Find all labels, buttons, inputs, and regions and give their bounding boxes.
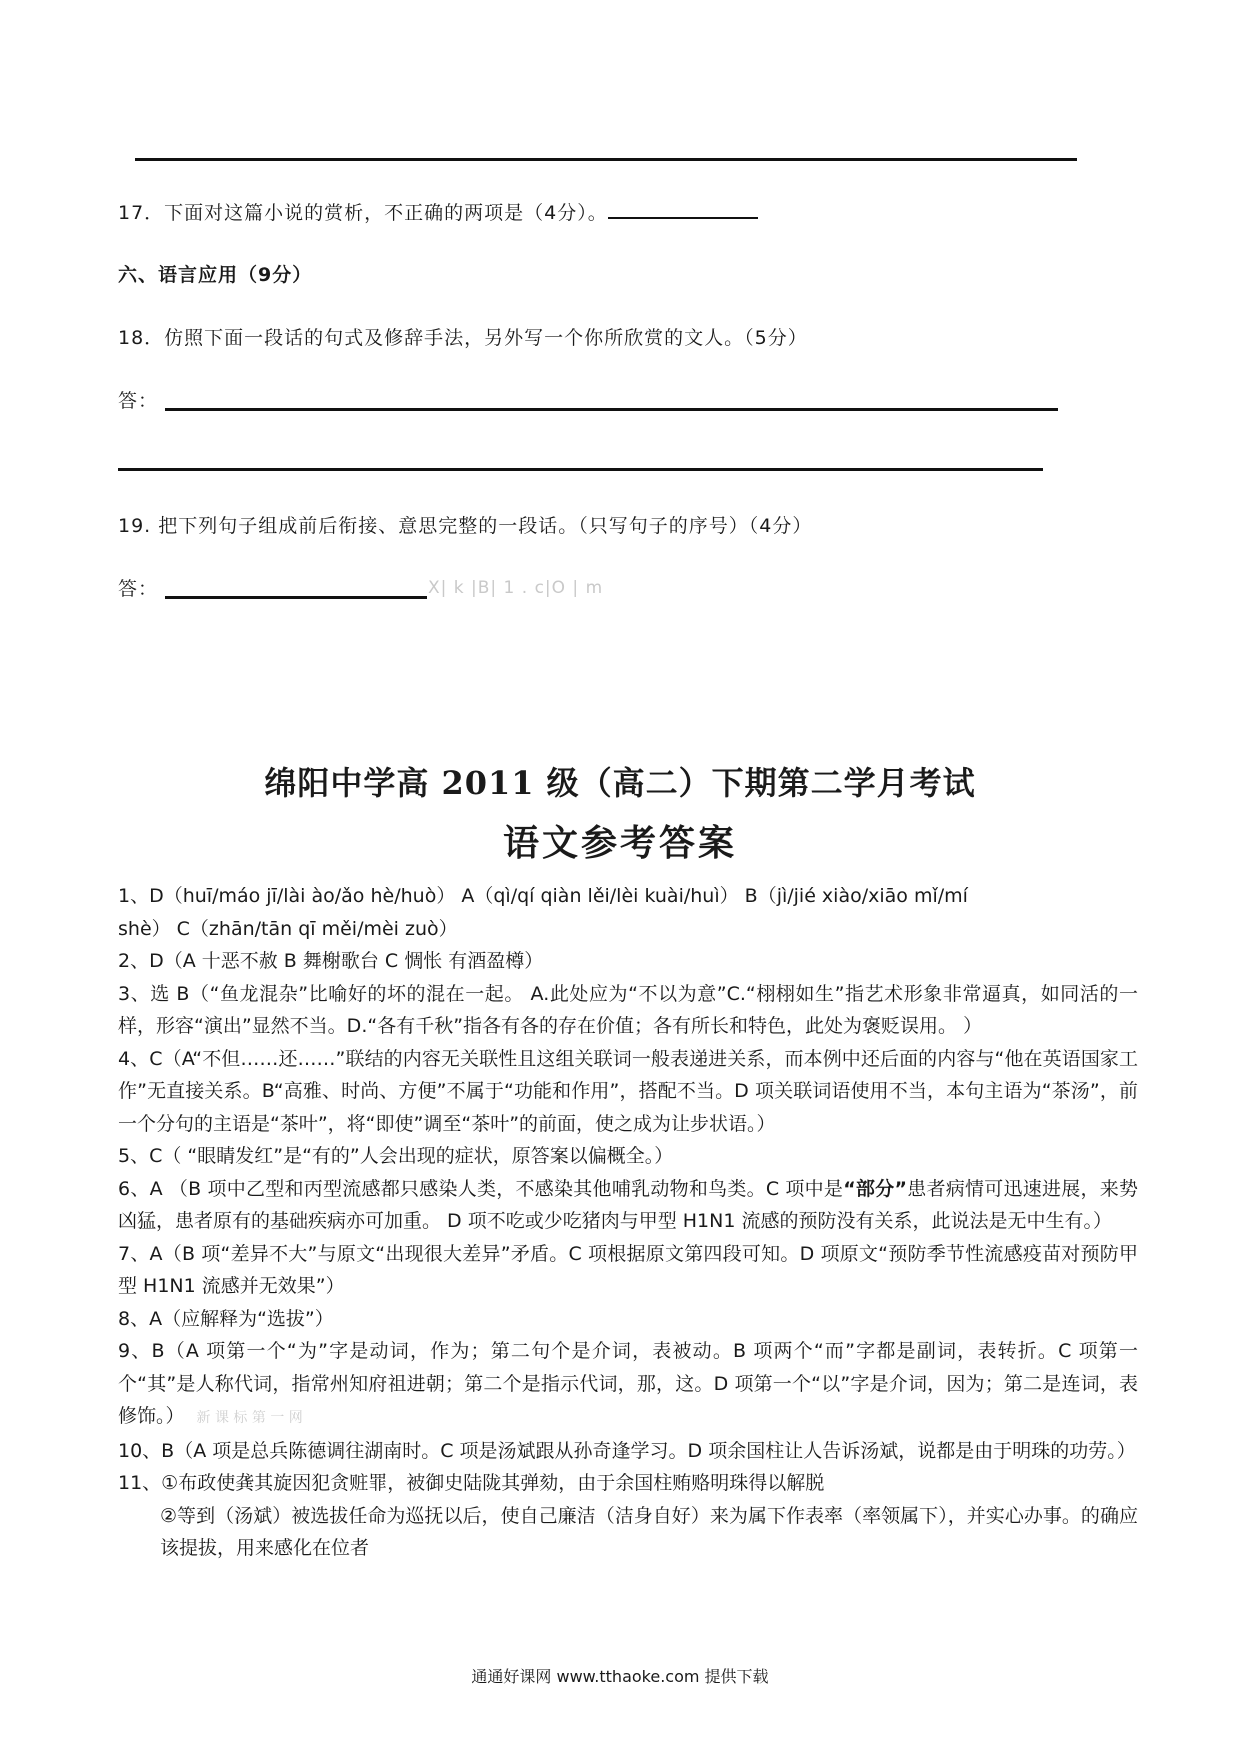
- answer-item: 8、A（应解释为“选拔”）: [118, 1307, 334, 1330]
- answer-text: 6、A （B 项中乙型和丙型流感都只感染人类，不感染其他哺乳动物和鸟类。C 项中是: [118, 1177, 844, 1200]
- answer-blank-line: [135, 158, 1077, 161]
- question-17-text: 17．下面对这篇小说的赏析，不正确的两项是（4分）。: [118, 202, 608, 224]
- question-18: 18．仿照下面一段话的句式及修辞手法，另外写一个你所欣赏的文人。（5分）: [118, 327, 808, 349]
- answer-blank-line: [165, 596, 427, 599]
- page-footer: 通通好课网 www.tthaoke.com 提供下载: [471, 1667, 769, 1686]
- answer-item: [118, 1335, 1138, 1435]
- answer-item: shè） C（zhān/tān qī měi/mèi zuò）: [118, 917, 458, 940]
- question-19: 19. 把下列句子组成前后衔接、意思完整的一段话。（只写句子的序号）（4分）: [118, 515, 813, 537]
- answer-emphasis: “部分”: [843, 1177, 907, 1200]
- answer-item: 1、D（huī/máo jī/lài ào/ǎo hè/huò） A（qì/qí qiàn lěi/lèi kuài/huì） B（jì/jié xiào/xiāo mǐ/mí: [118, 885, 968, 907]
- answer-text: 患者病情可迅速进展，来势凶猛，患者原有的基础疾病亦可加重。 D 项不吃或少吃猪肉与甲型 H1N1 流感的预防没有关系，此说法是无中生有。）: [118, 1177, 1138, 1232]
- answer-item: 4、C（A“不但……还……”联结的内容无关联性且这组关联词一般表递进关系，而本例中还后面的内容与“他在英语国家工作”无直接关系。B“高雅、时尚、方便”不属于“功能和作用”，搭配不当。D 项关联词语使用不当，本句主语为“茶汤”，前一个分句的主语是“茶叶”，将“即使”调至“茶叶”的前面，使之成为让步状语。）: [118, 1047, 1138, 1135]
- answer-item: 10、B（A 项是总兵陈德调往湖南时。C 项是汤斌跟从孙奇逢学习。D 项余国柱让人告诉汤斌，说都是由于明珠的功劳。）: [118, 1439, 1136, 1462]
- document-subtitle: 语文参考答案: [502, 822, 737, 864]
- watermark: 新 课 标 第 一 网: [196, 1410, 303, 1426]
- question-17: [118, 198, 758, 225]
- answer-blank-line: [165, 408, 1058, 411]
- answer-item: ②等到（汤斌）被选拔任命为巡抚以后，使自己廉洁（洁身自好）来为属下作表率（率领属下），并实心办事。的确应该提拔，用来感化在位者: [160, 1504, 1138, 1559]
- answer-item: 5、C（ “眼睛发红”是“有的”人会出现的症状，原答案以偏概全。）: [118, 1145, 674, 1167]
- answer-item: [118, 1173, 1138, 1238]
- answer-label: 答：: [118, 390, 159, 412]
- answer-text: 9、B（A 项第一个“为”字是动词，作为；第二句个是介词，表被动。B 项两个“而”字都是副词，表转折。C 项第一个“其”是人称代词，指常州知府祖进朝；第二个是指示代词，那，这。D 项第一个“以”字是介词，因为；第二是连词，表修饰。）: [118, 1340, 1138, 1427]
- answer-item: 2、D（A 十恶不赦 B 舞榭歌台 C 惆怅 有酒盈樽）: [118, 950, 544, 972]
- section-heading: 六、语言应用（9分）: [118, 264, 313, 286]
- document-title: 绵阳中学高 2011 级（高二）下期第二学月考试: [264, 764, 976, 802]
- answer-blank: [608, 199, 758, 219]
- answer-item: 3、选 B（“鱼龙混杂”比喻好的坏的混在一起。 A.此处应为“不以为意”C.“栩栩如生”指艺术形象非常逼真，如同活的一样，形容“演出”显然不当。D.“各有千秋”指各有各的存在价值；各有所长和特色，此处为褒贬误用。 ）: [118, 982, 1138, 1037]
- watermark: X| k |B| 1 . c|O | m: [428, 578, 604, 598]
- answer-item: 7、A（B 项“差异不大”与原文“出现很大差异”矛盾。C 项根据原文第四段可知。D 项原文“预防季节性流感疫苗对预防甲型 H1N1 流感并无效果”）: [118, 1242, 1138, 1297]
- answer-list: [118, 880, 1138, 1565]
- answer-item: 11、①布政使龚其旋因犯贪赃罪，被御史陆陇其弹劾，由于余国柱贿赂明珠得以解脱: [118, 1472, 825, 1494]
- answer-blank-line: [118, 468, 1043, 471]
- answer-label: 答：: [118, 578, 159, 600]
